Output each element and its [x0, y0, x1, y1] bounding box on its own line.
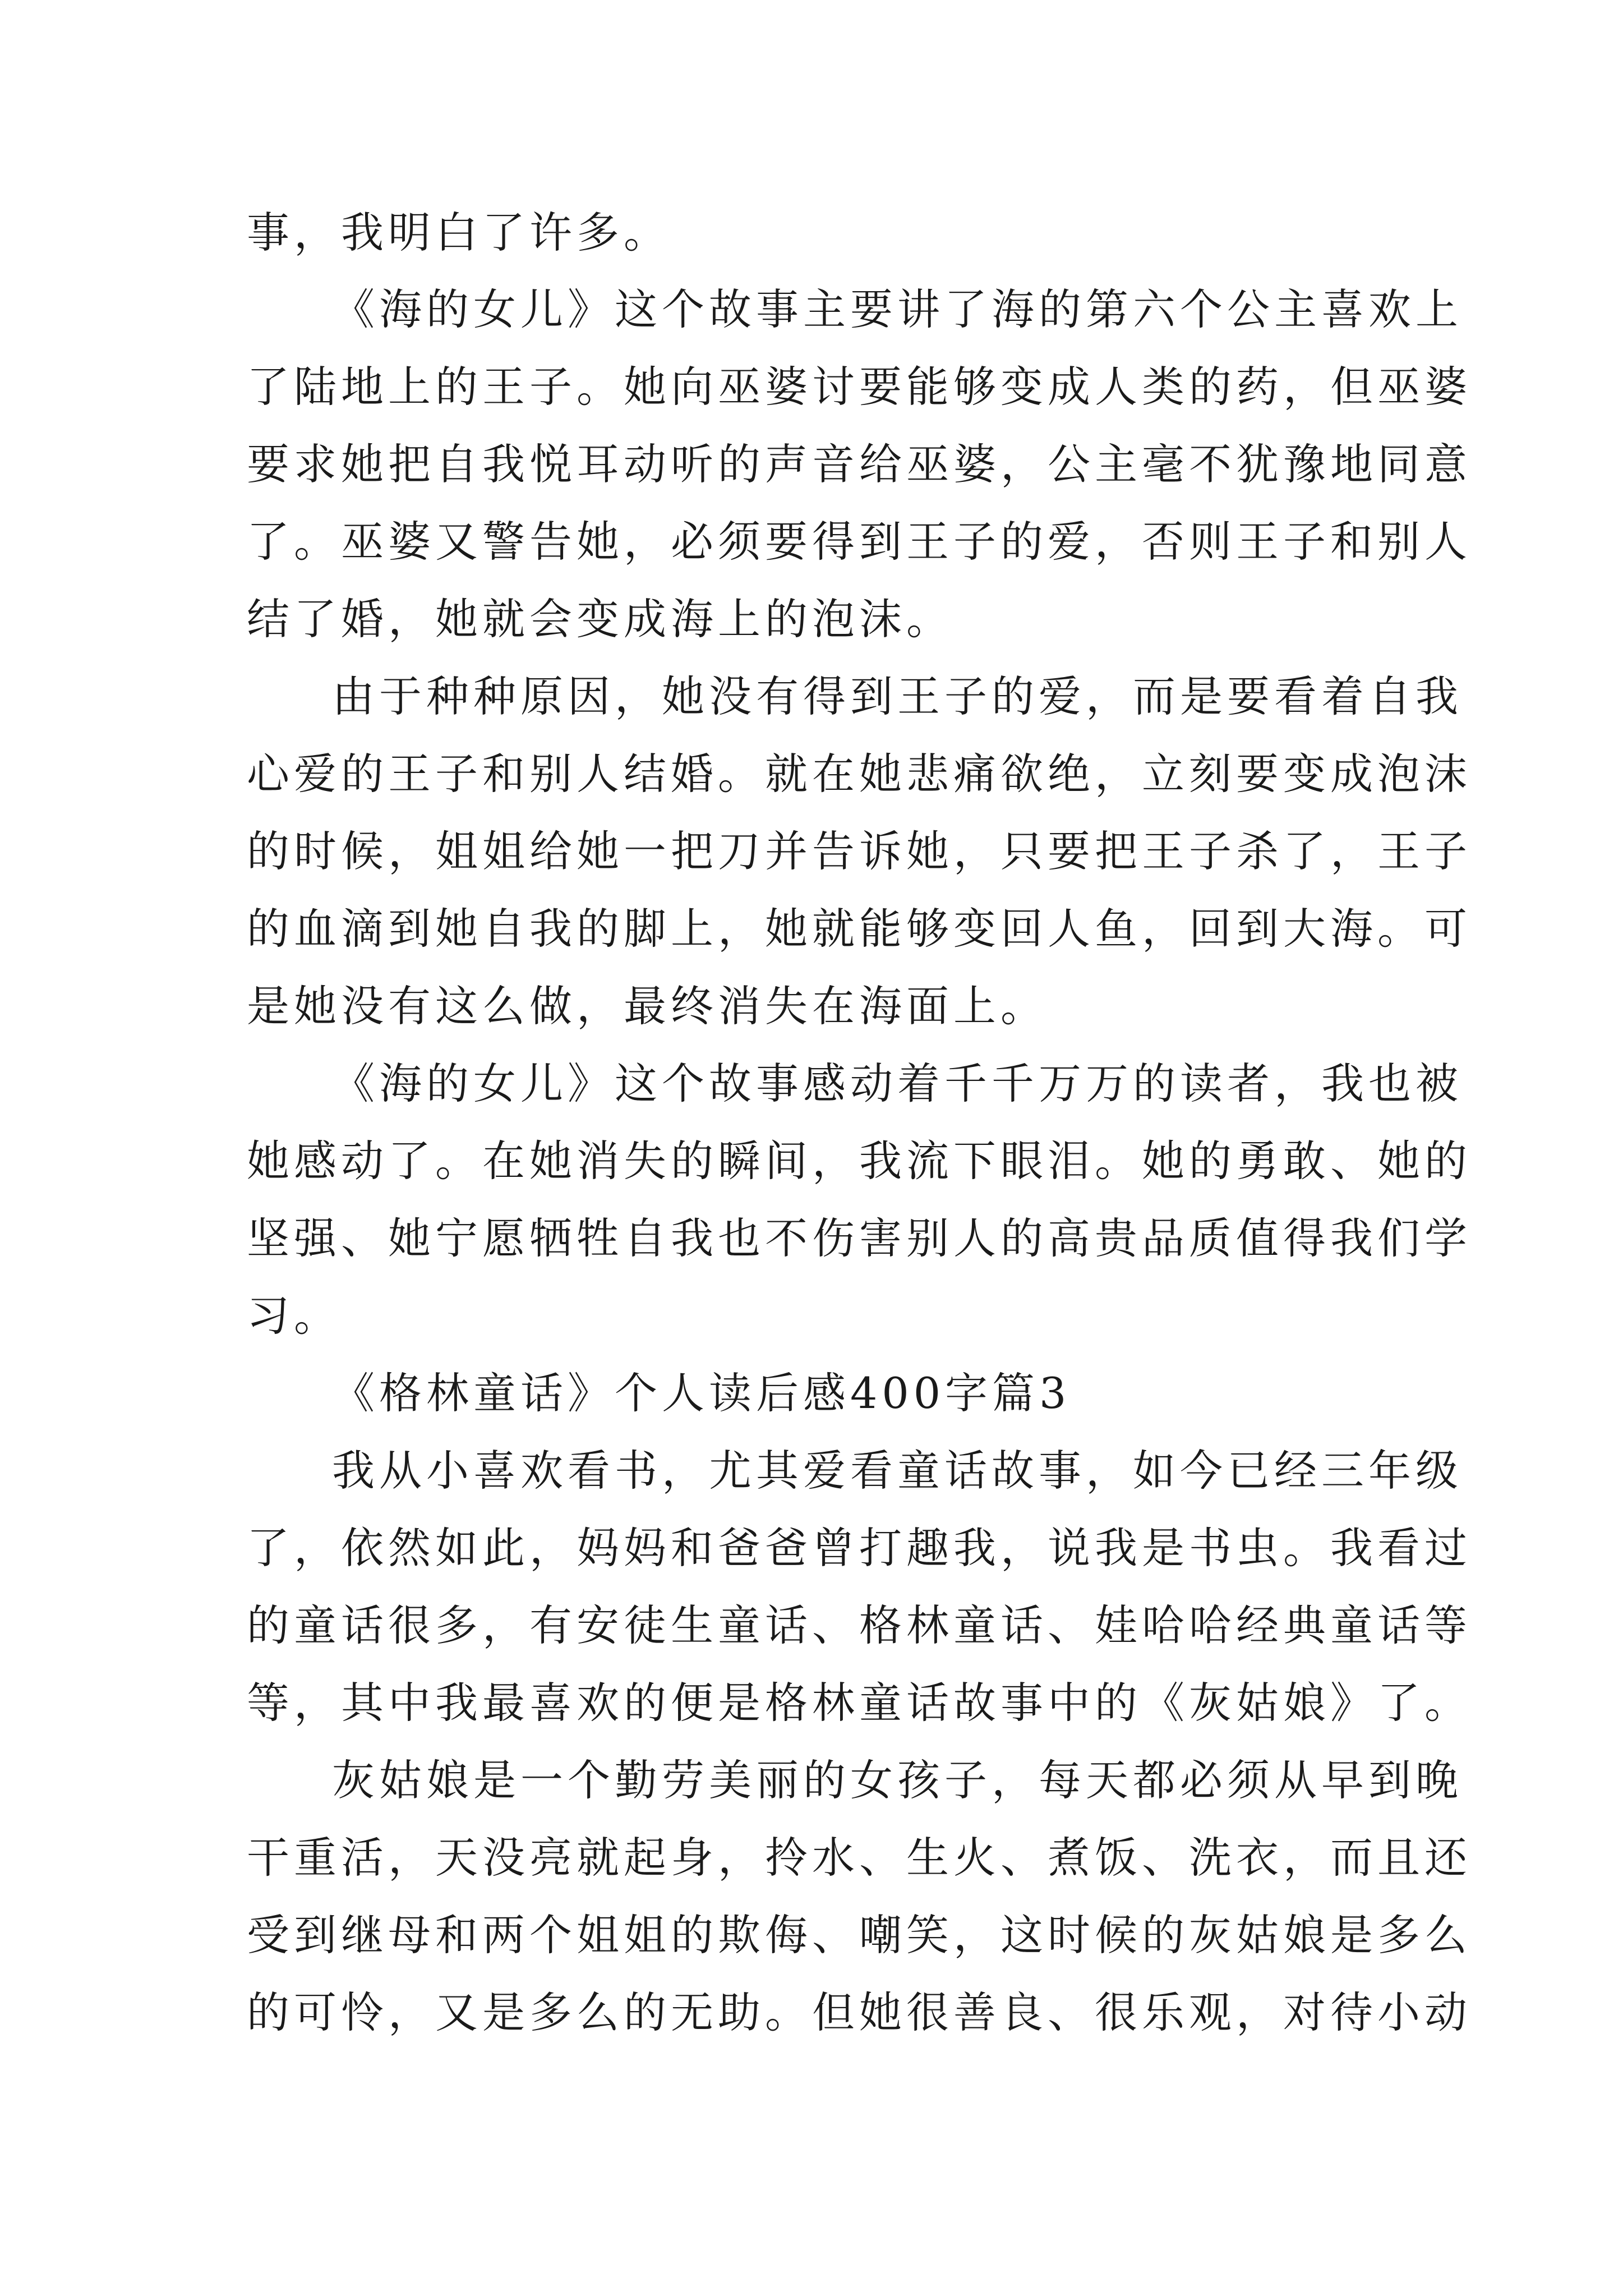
- paragraph-first-line: 《海的女儿》这个故事主要讲了海的第六个公主喜欢上: [332, 284, 1463, 334]
- text-line: 了陆地上的王子。她向巫婆讨要能够变成人类的药，但巫婆: [247, 362, 1472, 412]
- text-line: 等，其中我最喜欢的便是格林童话故事中的《灰姑娘》了。: [247, 1678, 1472, 1728]
- section-heading: 《格林童话》个人读后感400字篇3: [332, 1368, 1071, 1418]
- text-line: 了，依然如此，妈妈和爸爸曾打趣我，说我是书虫。我看过: [247, 1523, 1472, 1573]
- paragraph-first-line: 《海的女儿》这个故事感动着千千万万的读者，我也被: [332, 1059, 1463, 1108]
- text-line: 她感动了。在她消失的瞬间，我流下眼泪。她的勇敢、她的: [247, 1136, 1472, 1186]
- text-line: 事，我明白了许多。: [247, 208, 671, 257]
- paragraph-first-line: 灰姑娘是一个勤劳美丽的女孩子，每天都必须从早到晚: [332, 1755, 1463, 1805]
- text-line: 要求她把自我悦耳动听的声音给巫婆，公主毫不犹豫地同意: [247, 439, 1472, 489]
- text-line: 是她没有这么做，最终消失在海面上。: [247, 981, 1048, 1031]
- text-line: 的血滴到她自我的脚上，她就能够变回人鱼，回到大海。可: [247, 904, 1472, 954]
- text-line: 坚强、她宁愿牺牲自我也不伤害别人的高贵品质值得我们学: [247, 1213, 1472, 1263]
- text-line: 受到继母和两个姐姐的欺侮、嘲笑，这时候的灰姑娘是多么: [247, 1910, 1472, 1960]
- text-line: 的可怜，又是多么的无助。但她很善良、很乐观，对待小动: [247, 1987, 1472, 2037]
- paragraph-first-line: 我从小喜欢看书，尤其爱看童话故事，如今已经三年级: [332, 1446, 1463, 1496]
- text-line: 了。巫婆又警告她，必须要得到王子的爱，否则王子和别人: [247, 517, 1472, 567]
- text-line: 习。: [247, 1291, 341, 1341]
- text-line: 的时候，姐姐给她一把刀并告诉她，只要把王子杀了，王子: [247, 826, 1472, 876]
- text-line: 心爱的王子和别人结婚。就在她悲痛欲绝，立刻要变成泡沫: [247, 749, 1472, 799]
- text-line: 干重活，天没亮就起身，拎水、生火、煮饭、洗衣，而且还: [247, 1833, 1472, 1883]
- text-line: 的童话很多，有安徒生童话、格林童话、娃哈哈经典童话等: [247, 1600, 1472, 1650]
- text-line: 结了婚，她就会变成海上的泡沫。: [247, 594, 953, 644]
- paragraph-first-line: 由于种种原因，她没有得到王子的爱，而是要看着自我: [332, 671, 1463, 721]
